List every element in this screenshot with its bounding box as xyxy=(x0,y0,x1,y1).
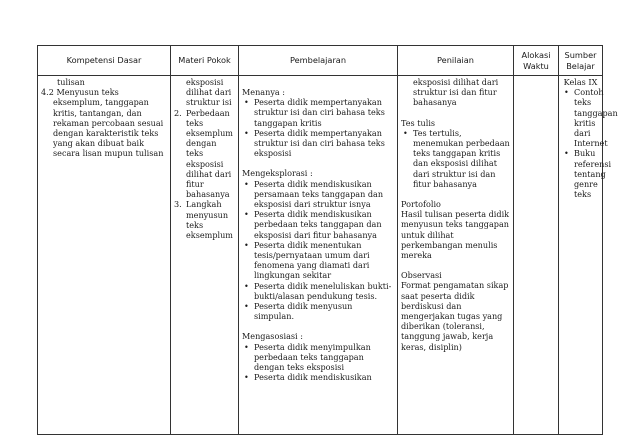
list-item: • Peserta didik mendiskusikan xyxy=(242,372,394,382)
list-item: • Peserta didik menyusun simpulan. xyxy=(242,301,394,321)
list-item: • Peserta didik mempertanyakan struktur isi dan ciri bahasa teks eksposisi xyxy=(242,128,394,159)
cell-materi-pokok xyxy=(171,76,239,435)
list-item: • Peserta didik mendiskusikan perbedaan teks tanggapan dan eksposisi dari fitur bahasanya xyxy=(242,209,394,240)
cell-penilaian xyxy=(398,76,514,435)
list-item: • Peserta didik menyimpulkan perbedaan teks tanggapan dengan teks eksposisi xyxy=(242,342,394,373)
header-pembelajaran: Pembelajaran xyxy=(239,46,398,76)
sumber-kelas: Kelas IX xyxy=(563,77,598,87)
menanya-heading: Menanya : xyxy=(242,87,286,97)
list-item: • Peserta didik meneluliskan bukti-bukti/alasan pendukung tesis. xyxy=(242,281,394,301)
asosiasi-heading: Mengasosiasi : xyxy=(242,331,303,342)
content-row xyxy=(38,76,603,435)
list-item: • Peserta didik mempertanyakan struktur isi dan ciri bahasa teks tanggapan kritis xyxy=(242,97,394,128)
portofolio-text: Hasil tulisan peserta didik menyusun teks tanggapan untuk dilihat perkembangan menulis mereka xyxy=(401,209,510,261)
header-kompetensi-dasar: Kompetensi Dasar xyxy=(38,46,171,76)
tes-tulis-heading: Tes tulis xyxy=(401,117,436,128)
list-item: • Contoh teks tanggapan kritis dari Internet xyxy=(562,87,599,148)
observasi-text: Format pengamatan sikap saat peserta didik berdiskusi dan mengerjakan tugas yang diberikan (toleransi, tanggung jawab, kerja keras, disiplin) xyxy=(401,280,509,352)
header-sumber-belajar: Sumber Belajar xyxy=(559,46,603,76)
cell-sumber-belajar xyxy=(559,76,618,435)
menanya-list xyxy=(242,97,394,158)
asosiasi-list xyxy=(242,342,394,383)
kd-4-2: 4.2 Menyusun teks eksemplum, tanggapan kritis, tantangan, dan rekaman percobaan sesuai dengan karakteristik teks yang akan dibuat baik secara lisan mupun tulisan xyxy=(41,87,164,159)
tes-list xyxy=(401,128,510,189)
eksplorasi-heading: Mengeksplorasi : xyxy=(242,168,313,179)
list-item: • Peserta didik menentukan tesis/pernyataan umum dari fenomena yang diamati dari lingkungan sekitar xyxy=(242,240,394,281)
portofolio-heading: Portofolio xyxy=(401,199,441,210)
list-item: • Tes tertulis, menemukan perbedaan teks tanggapan kritis dan eksposisi dilihat dari struktur isi dan fitur bahasanya xyxy=(401,128,510,189)
eksplorasi-list xyxy=(242,179,394,322)
observasi-heading: Observasi xyxy=(401,270,442,281)
cell-kompetensi-dasar xyxy=(38,76,171,435)
list-item: • Peserta didik mendiskusikan persamaan teks tanggapan dan eksposisi dari struktur isnya xyxy=(242,179,394,210)
kd-continuation: tulisan xyxy=(57,77,85,87)
header-row xyxy=(38,46,603,76)
cell-alokasi-waktu xyxy=(514,76,559,435)
list-item: • Buku referensi tentang genre teks xyxy=(562,148,599,199)
materi-list xyxy=(174,108,235,241)
materi-item: 3. Langkah menyusun teks eksemplum xyxy=(174,199,233,241)
materi-item: 2. Perbedaan teks eksemplum dengan teks eksposisi dilihat dari fitur bahasanya xyxy=(174,107,233,200)
sumber-list xyxy=(562,87,618,200)
cell-pembelajaran xyxy=(239,76,398,435)
penilaian-continuation: eksposisi dilihat dari struktur isi dan fitur bahasanya xyxy=(413,77,499,108)
header-materi-pokok: Materi Pokok xyxy=(171,46,239,76)
rpp-table xyxy=(37,45,618,435)
header-alokasi-waktu: Alokasi Waktu xyxy=(514,46,559,76)
header-penilaian: Penilaian xyxy=(398,46,514,76)
materi-continuation: eksposisi dilihat dari struktur isi xyxy=(186,77,232,108)
